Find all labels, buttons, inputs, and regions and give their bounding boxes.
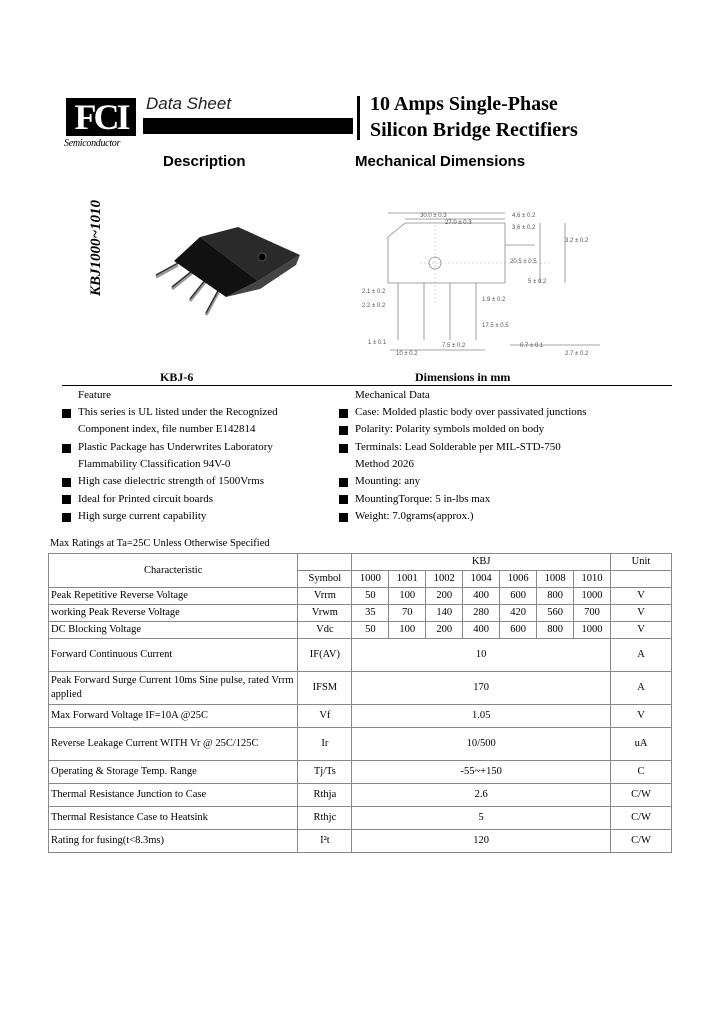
row-value: 170: [352, 672, 611, 705]
title-divider: [357, 96, 360, 140]
mechanical-dimensions-heading: Mechanical Dimensions: [355, 153, 526, 170]
symbol-header: Symbol: [298, 571, 352, 588]
row-value: 10: [352, 639, 611, 672]
row-value: 35: [352, 605, 389, 622]
part-header: 1008: [537, 571, 574, 588]
row-symbol: IF(AV): [298, 639, 352, 672]
bullet-icon: [62, 513, 71, 522]
mechanical-item: Terminals: Lead Solderable per MIL-STD-750: [355, 441, 561, 453]
bullet-icon: [62, 409, 71, 418]
row-name: Thermal Resistance Junction to Case: [49, 784, 298, 807]
bullet-icon: [339, 444, 348, 453]
table-row: [49, 784, 672, 807]
page-title-line1: 10 Amps Single-Phase: [370, 93, 558, 115]
description-heading: Description: [163, 153, 246, 170]
dim-label: 1.9 ± 0.2: [482, 297, 506, 303]
dim-label: 7.5 ± 0.2: [442, 343, 466, 349]
feature-item: This series is UL listed under the Recognized: [78, 406, 278, 418]
row-unit: V: [611, 605, 672, 622]
table-row: [49, 830, 672, 853]
dim-label: 3.6 ± 0.2: [512, 225, 536, 231]
row-value: 600: [500, 588, 537, 605]
blank-cell: [611, 571, 672, 588]
row-symbol: Ir: [298, 728, 352, 761]
row-value: 600: [500, 622, 537, 639]
features-title: Feature: [78, 389, 111, 401]
row-symbol: Rthjc: [298, 807, 352, 830]
row-value: 120: [352, 830, 611, 853]
datasheet-label: Data Sheet: [146, 94, 232, 113]
table-header-row: [49, 554, 672, 571]
row-value: 1000: [574, 622, 611, 639]
dim-label: 2.2 ± 0.2: [362, 303, 386, 309]
dim-label: 30.0 ± 0.3: [420, 213, 447, 219]
logo-text: FCI: [74, 98, 128, 136]
feature-item: Flammability Classification 94V-0: [78, 458, 231, 470]
mechanical-data-title: Mechanical Data: [355, 389, 430, 401]
row-unit: V: [611, 705, 672, 728]
row-symbol: I²t: [298, 830, 352, 853]
table-row: [49, 728, 672, 761]
dim-label: 2.1 ± 0.2: [362, 289, 386, 295]
row-unit: A: [611, 672, 672, 705]
row-symbol: Vrwm: [298, 605, 352, 622]
dim-label: 5 ± 0.2: [528, 279, 547, 285]
row-value: 560: [537, 605, 574, 622]
table-row: [49, 807, 672, 830]
table-row: [49, 672, 672, 705]
page-title-line2: Silicon Bridge Rectifiers: [370, 119, 578, 141]
company-logo: [66, 98, 136, 136]
dim-label: 2.7 ± 0.2: [565, 351, 589, 357]
bullet-icon: [339, 513, 348, 522]
mechanical-item: Case: Molded plastic body over passivated junctions: [355, 406, 587, 418]
table-row: [49, 761, 672, 784]
row-name: Thermal Resistance Case to Heatsink: [49, 807, 298, 830]
part-header: 1001: [389, 571, 426, 588]
bullet-icon: [339, 426, 348, 435]
blank-cell: [298, 554, 352, 571]
table-row: [49, 705, 672, 728]
row-value: 140: [426, 605, 463, 622]
dim-label: 17.5 ± 0.5: [482, 323, 509, 329]
row-name: Max Forward Voltage IF=10A @25C: [49, 705, 298, 728]
row-value: -55~+150: [352, 761, 611, 784]
row-value: 400: [463, 622, 500, 639]
row-value: 10/500: [352, 728, 611, 761]
package-image: [150, 225, 310, 330]
row-unit: C/W: [611, 784, 672, 807]
row-symbol: Vf: [298, 705, 352, 728]
row-value: 5: [352, 807, 611, 830]
row-name: Reverse Leakage Current WITH Vr @ 25C/125C: [49, 728, 298, 761]
part-header: 1006: [500, 571, 537, 588]
row-value: 280: [463, 605, 500, 622]
mechanical-drawing: [360, 205, 610, 360]
row-value: 800: [537, 588, 574, 605]
section-divider: [62, 385, 672, 386]
table-row: [49, 622, 672, 639]
row-symbol: IFSM: [298, 672, 352, 705]
row-unit: C: [611, 761, 672, 784]
row-unit: V: [611, 622, 672, 639]
row-value: 400: [463, 588, 500, 605]
row-unit: A: [611, 639, 672, 672]
feature-item: Component index, file number E142814: [78, 423, 256, 435]
row-value: 2.6: [352, 784, 611, 807]
group-header: KBJ: [352, 554, 611, 571]
bullet-icon: [339, 495, 348, 504]
row-unit: C/W: [611, 807, 672, 830]
feature-item: High case dielectric strength of 1500Vrms: [78, 475, 264, 487]
row-value: 100: [389, 588, 426, 605]
bullet-icon: [339, 409, 348, 418]
package-name: KBJ-6: [160, 370, 194, 384]
row-name: Peak Repetitive Reverse Voltage: [49, 588, 298, 605]
row-value: 50: [352, 588, 389, 605]
part-header: 1000: [352, 571, 389, 588]
dim-label: 3.2 ± 0.2: [565, 238, 589, 244]
part-range-text: KBJ1000~1010: [88, 199, 104, 296]
part-header: 1004: [463, 571, 500, 588]
table-row: [49, 588, 672, 605]
row-value: 800: [537, 622, 574, 639]
row-unit: C/W: [611, 830, 672, 853]
mechanical-item: Polarity: Polarity symbols molded on body: [355, 423, 545, 435]
mechanical-item: Method 2026: [355, 458, 414, 470]
row-name: Operating & Storage Temp. Range: [49, 761, 298, 784]
characteristic-header: Characteristic: [49, 554, 298, 588]
bullet-icon: [62, 444, 71, 453]
row-name: Forward Continuous Current: [49, 639, 298, 672]
dimensions-label: Dimensions in mm: [415, 370, 511, 384]
row-value: 200: [426, 622, 463, 639]
row-unit: uA: [611, 728, 672, 761]
row-value: 420: [500, 605, 537, 622]
part-range-label: [86, 180, 110, 300]
row-value: 700: [574, 605, 611, 622]
dim-label: 20.5 ± 0.5: [510, 259, 537, 265]
dim-label: 1 ± 0.1: [368, 340, 387, 346]
bullet-icon: [62, 478, 71, 487]
feature-item: High surge current capability: [78, 510, 207, 522]
row-value: 70: [389, 605, 426, 622]
row-value: 1000: [574, 588, 611, 605]
bullet-icon: [62, 495, 71, 504]
mechanical-item: Mounting: any: [355, 475, 421, 487]
dim-label: 27.0 ± 0.3: [445, 220, 472, 226]
row-value: 50: [352, 622, 389, 639]
header-bar: [143, 118, 353, 134]
row-symbol: Vrrm: [298, 588, 352, 605]
row-value: 100: [389, 622, 426, 639]
row-symbol: Tj/Ts: [298, 761, 352, 784]
table-row: [49, 639, 672, 672]
row-unit: V: [611, 588, 672, 605]
part-header: 1010: [574, 571, 611, 588]
mechanical-item: MountingTorque: 5 in-lbs max: [355, 493, 491, 505]
part-header: 1002: [426, 571, 463, 588]
dim-label: 10 ± 0.2: [396, 351, 418, 357]
row-name: Rating for fusing(t<8.3ms): [49, 830, 298, 853]
ratings-title: Max Ratings at Ta=25C Unless Otherwise Specified: [50, 538, 270, 549]
mechanical-item: Weight: 7.0grams(approx.): [355, 510, 474, 522]
ratings-table: [48, 553, 672, 853]
dim-label: 4.6 ± 0.2: [512, 213, 536, 219]
row-name: Peak Forward Surge Current 10ms Sine pulse, rated Vrrm applied: [49, 672, 298, 705]
row-value: 1.05: [352, 705, 611, 728]
table-row: [49, 605, 672, 622]
row-symbol: Vdc: [298, 622, 352, 639]
row-name: working Peak Reverse Voltage: [49, 605, 298, 622]
feature-item: Ideal for Printed circuit boards: [78, 493, 214, 505]
row-name: DC Blocking Voltage: [49, 622, 298, 639]
logo-subtext: Semiconductor: [64, 138, 121, 149]
row-symbol: Rthja: [298, 784, 352, 807]
bullet-icon: [339, 478, 348, 487]
row-value: 200: [426, 588, 463, 605]
unit-header: Unit: [611, 554, 672, 571]
dim-label: 0.7 ± 0.1: [520, 343, 544, 349]
feature-item: Plastic Package has Underwrites Laboratory: [78, 441, 273, 453]
